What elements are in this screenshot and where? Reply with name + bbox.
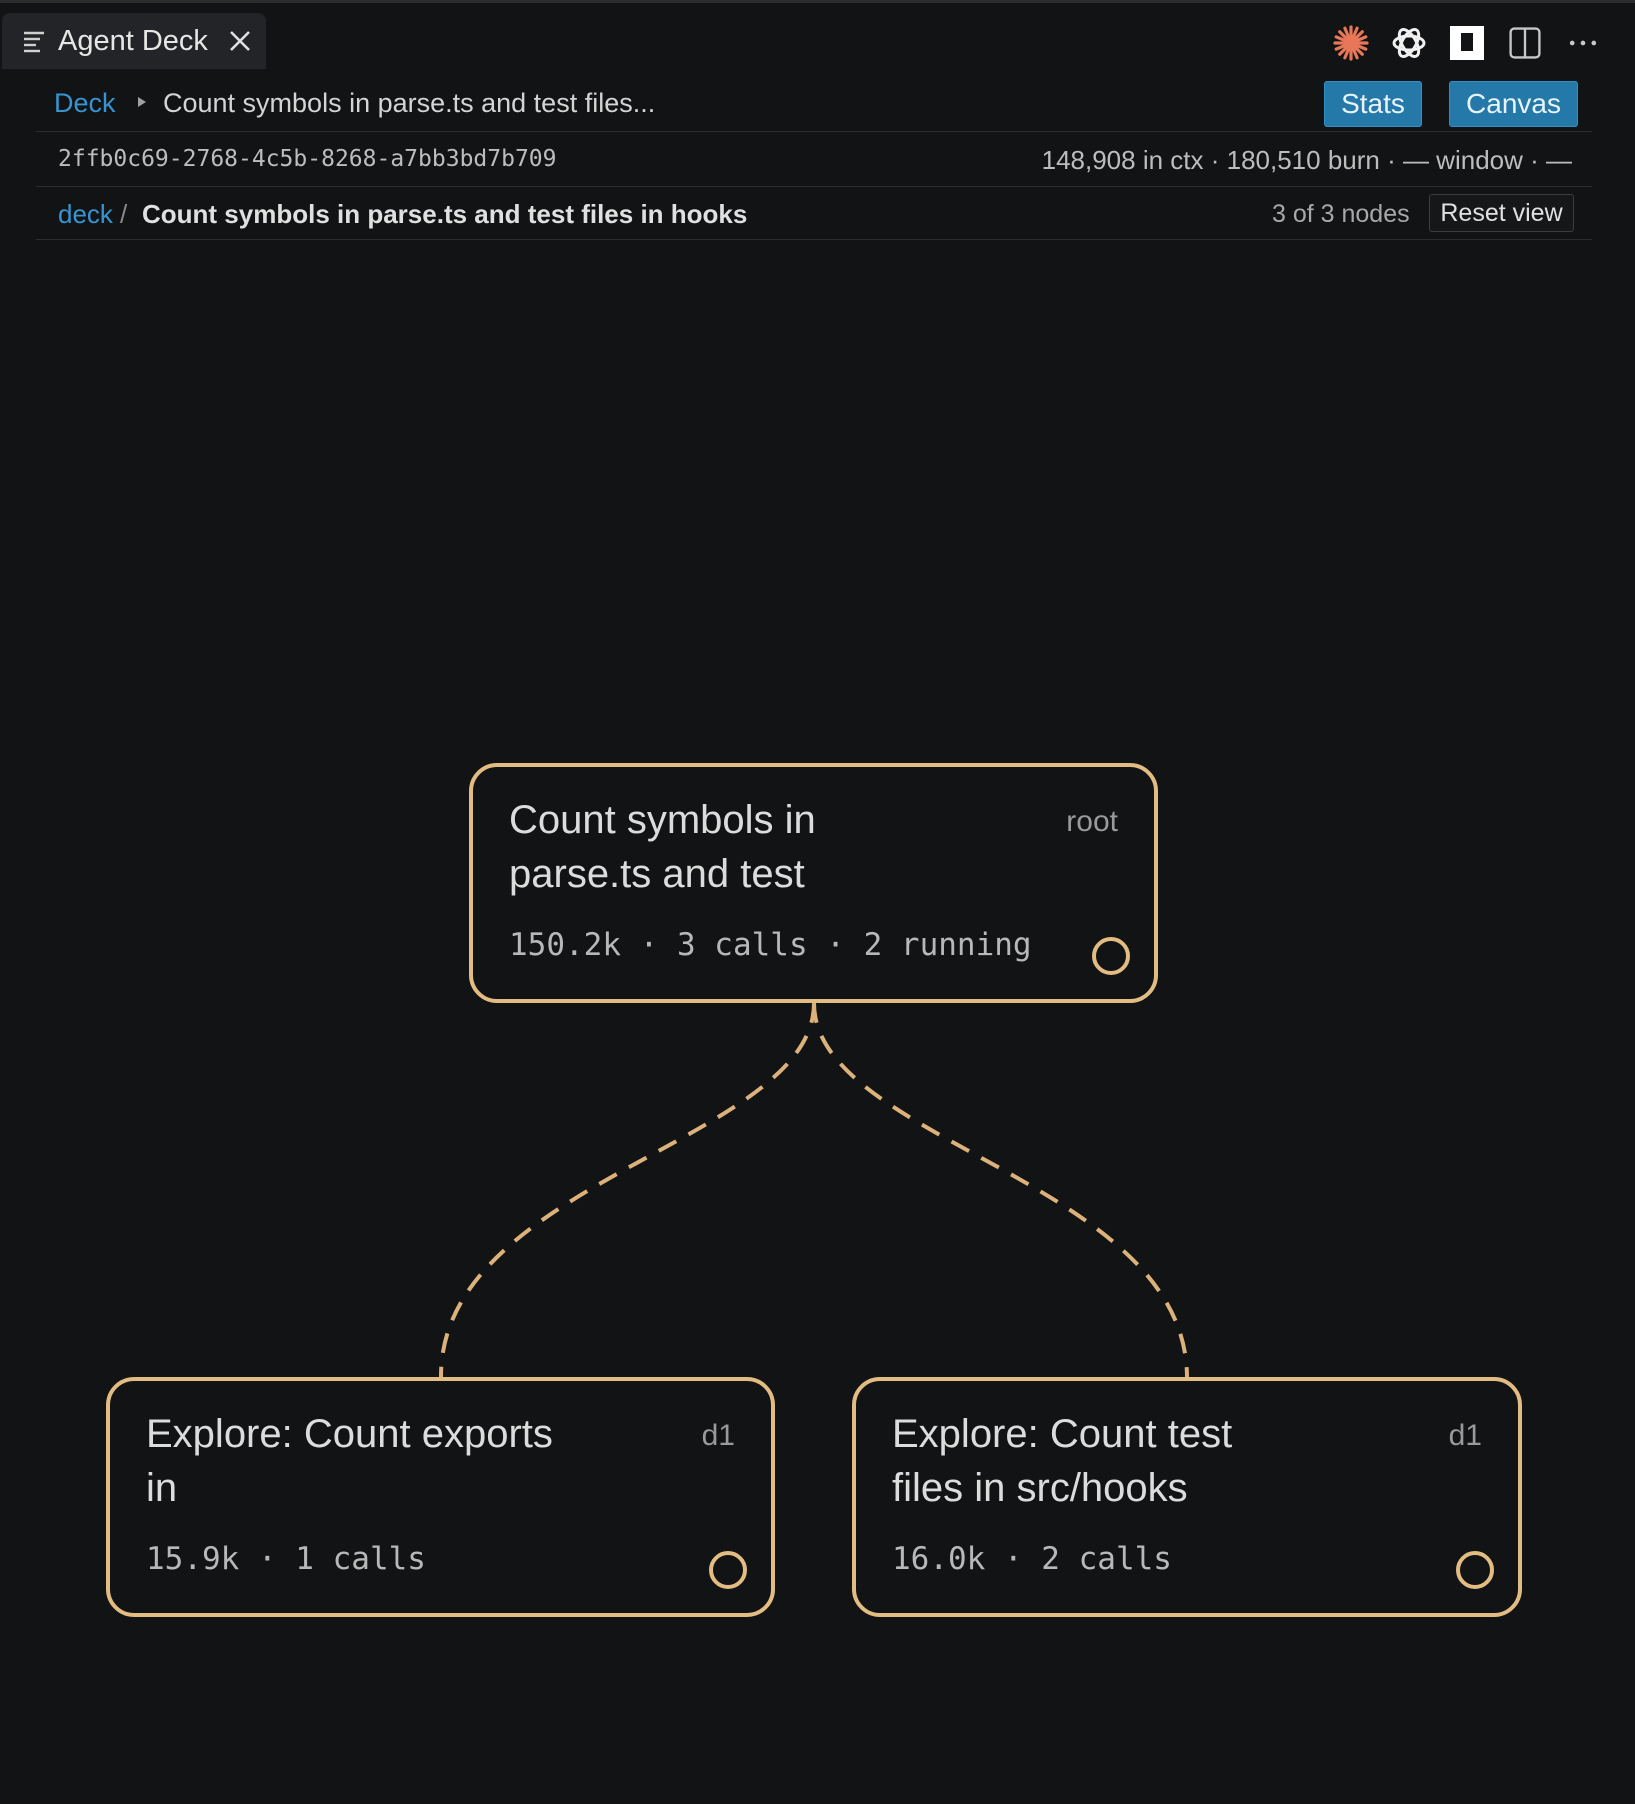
session-info-bar (36, 134, 1592, 187)
reset-view-button[interactable]: Reset view (1429, 194, 1574, 232)
node-title: Count symbols in parse.ts and test (509, 798, 816, 896)
edge-root-to-right (814, 1003, 1187, 1377)
openai-icon[interactable] (1387, 21, 1431, 65)
claude-icon[interactable] (1329, 21, 1373, 65)
graph-canvas[interactable] (0, 241, 1635, 1804)
node-title: Explore: Count test files in src/hooks (892, 1412, 1233, 1510)
node-title: Explore: Count exports in (146, 1412, 553, 1510)
node-depth-label: root (1066, 805, 1118, 838)
session-id: 2ffb0c69-2768-4c5b-8268-a7bb3bd7b709 (58, 146, 557, 172)
graph-node-root[interactable] (469, 763, 1158, 1003)
editor-actions (1315, 21, 1635, 65)
status-ring-icon (1456, 1551, 1494, 1589)
status-ring-icon (1092, 937, 1130, 975)
status-ring-icon (709, 1551, 747, 1589)
node-stats: 15.9k · 1 calls (146, 1541, 426, 1577)
path-separator: / (120, 199, 128, 229)
canvas-button[interactable]: Canvas (1449, 81, 1578, 127)
path-bar (36, 188, 1592, 240)
node-stats: 16.0k · 2 calls (892, 1541, 1172, 1577)
chevron-right-icon (132, 92, 152, 112)
token-metrics: 148,908 in ctx · 180,510 burn · — window · — (1041, 145, 1572, 175)
node-depth-label: d1 (1448, 1419, 1482, 1452)
stats-button[interactable]: Stats (1324, 81, 1422, 127)
node-stats: 150.2k · 3 calls · 2 running (509, 927, 1032, 963)
breadcrumb-bar (36, 78, 1592, 132)
node-count: 3 of 3 nodes (1272, 200, 1410, 228)
path-deck-link[interactable]: deck (58, 199, 113, 229)
split-editor-icon[interactable] (1503, 21, 1547, 65)
graph-node-explore-exports[interactable] (106, 1377, 775, 1617)
tab-bar (0, 3, 1635, 75)
edge-root-to-left (441, 1003, 814, 1377)
graph-node-explore-test-files[interactable] (852, 1377, 1522, 1617)
breadcrumb-deck-link[interactable]: Deck (54, 88, 116, 118)
breadcrumb-current: Count symbols in parse.ts and test files... (163, 88, 656, 118)
square-logo-icon[interactable] (1445, 21, 1489, 65)
tab-title: Agent Deck (58, 24, 208, 57)
node-depth-label: d1 (701, 1419, 735, 1452)
close-icon[interactable] (226, 27, 254, 55)
more-actions-icon[interactable] (1561, 21, 1605, 65)
menu-icon (22, 28, 48, 54)
tab-agent-deck[interactable] (2, 13, 266, 69)
path-current: Count symbols in parse.ts and test files in hooks (142, 199, 748, 229)
